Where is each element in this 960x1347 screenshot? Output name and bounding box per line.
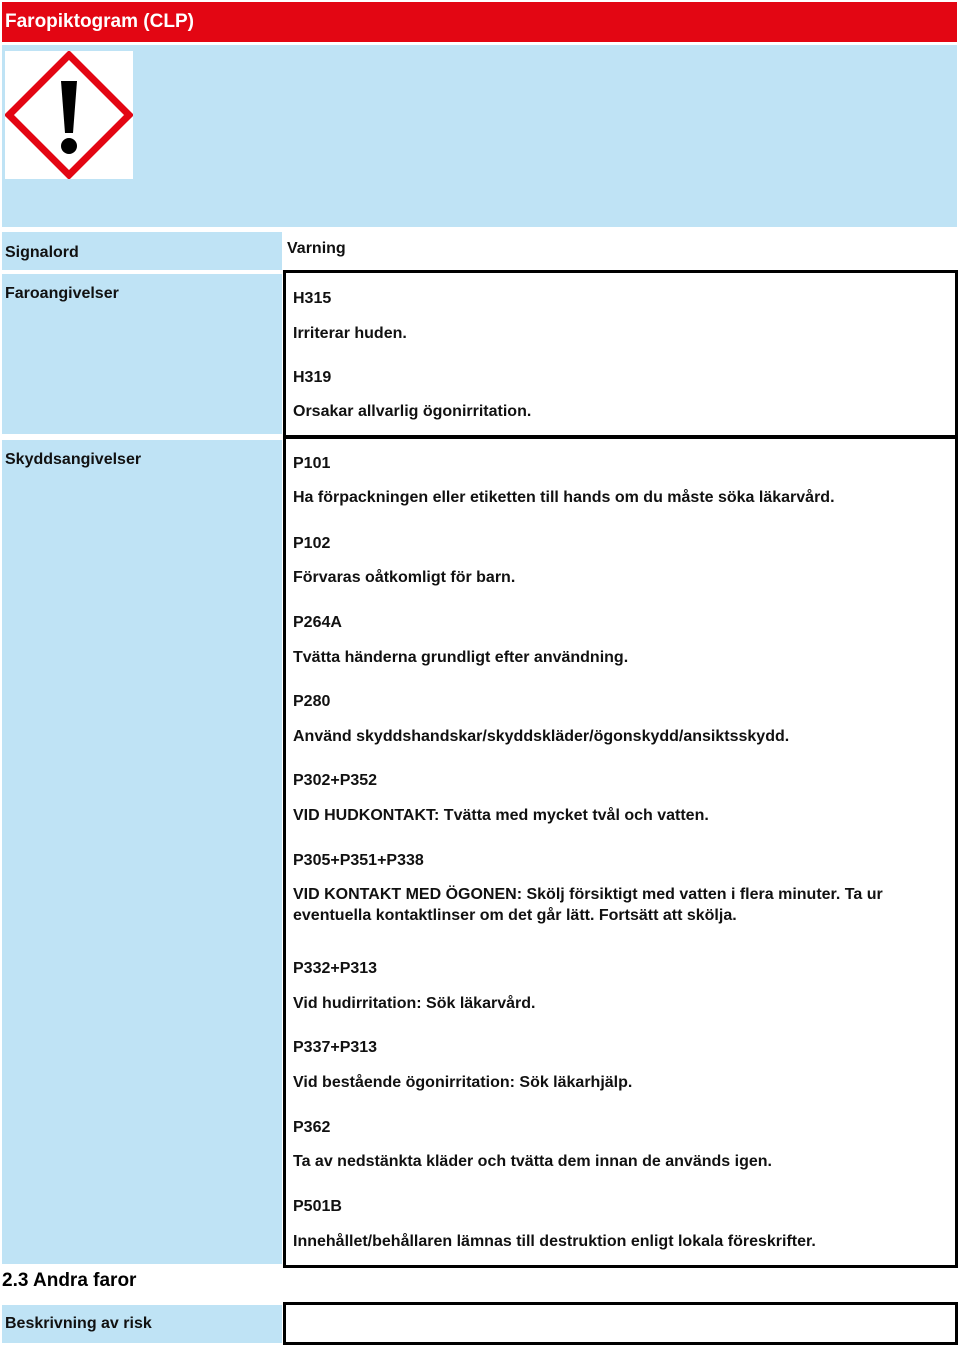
precaution-code: P280	[293, 693, 331, 710]
section-title: Faropiktogram (CLP)	[5, 11, 194, 32]
pictogram-band	[2, 45, 957, 227]
precaution-code: P332+P313	[293, 960, 378, 977]
precautionary-statements-label-cell	[2, 440, 282, 1264]
precaution-text: Förvaras oåtkomligt för barn.	[293, 569, 516, 586]
other-hazards-title: 2.3 Andra faror	[2, 1270, 137, 1291]
precaution-code: P362	[293, 1119, 331, 1136]
precaution-text: VID HUDKONTAKT: Tvätta med mycket tvål och vatten.	[293, 807, 709, 824]
signal-word-label: Signalord	[5, 244, 79, 261]
precaution-code: P302+P352	[293, 772, 378, 789]
precaution-code: P264A	[293, 614, 342, 631]
hazard-code: H319	[293, 369, 332, 386]
precaution-code: P305+P351+P338	[293, 852, 424, 869]
pictogram	[5, 51, 133, 179]
precautionary-statements-label: Skyddsangivelser	[5, 451, 142, 468]
signal-word-label-cell	[2, 232, 282, 270]
precaution-text: Vid hudirritation: Sök läkarvård.	[293, 995, 536, 1012]
precaution-text: VID KONTAKT MED ÖGONEN: Skölj försiktigt med vatten i flera minuter. Ta ur eventuella kontaktlinser om det går lätt. Fortsätt att skölja.	[293, 886, 883, 924]
risk-description-label: Beskrivning av risk	[5, 1315, 152, 1332]
precaution-code: P101	[293, 455, 331, 472]
hazard-text: Irriterar huden.	[293, 325, 407, 342]
precaution-text: Använd skyddshandskar/skyddskläder/ögonskydd/ansiktsskydd.	[293, 728, 790, 745]
precaution-code: P501B	[293, 1198, 342, 1215]
precaution-text: Innehållet/behållaren lämnas till destruktion enligt lokala föreskrifter.	[293, 1233, 816, 1250]
precaution-text: Ha förpackningen eller etiketten till hands om du måste söka läkarvård.	[293, 489, 835, 506]
section-header	[2, 2, 957, 42]
risk-description-box	[283, 1302, 958, 1345]
hazard-statements-label-cell	[2, 274, 282, 434]
ghs07-exclamation-mark-icon	[5, 51, 133, 179]
hazard-text: Orsakar allvarlig ögonirritation.	[293, 403, 532, 420]
hazard-code: H315	[293, 290, 332, 307]
precaution-text: Tvätta händerna grundligt efter användning.	[293, 649, 629, 666]
precaution-code: P102	[293, 535, 331, 552]
risk-description-label-cell	[2, 1305, 282, 1343]
signal-word-value: Varning	[287, 240, 346, 257]
precaution-code: P337+P313	[293, 1039, 378, 1056]
precaution-text: Vid bestående ögonirritation: Sök läkarhjälp.	[293, 1074, 633, 1091]
hazard-statements-label: Faroangivelser	[5, 285, 119, 302]
precaution-text: Ta av nedstänkta kläder och tvätta dem innan de används igen.	[293, 1153, 772, 1170]
